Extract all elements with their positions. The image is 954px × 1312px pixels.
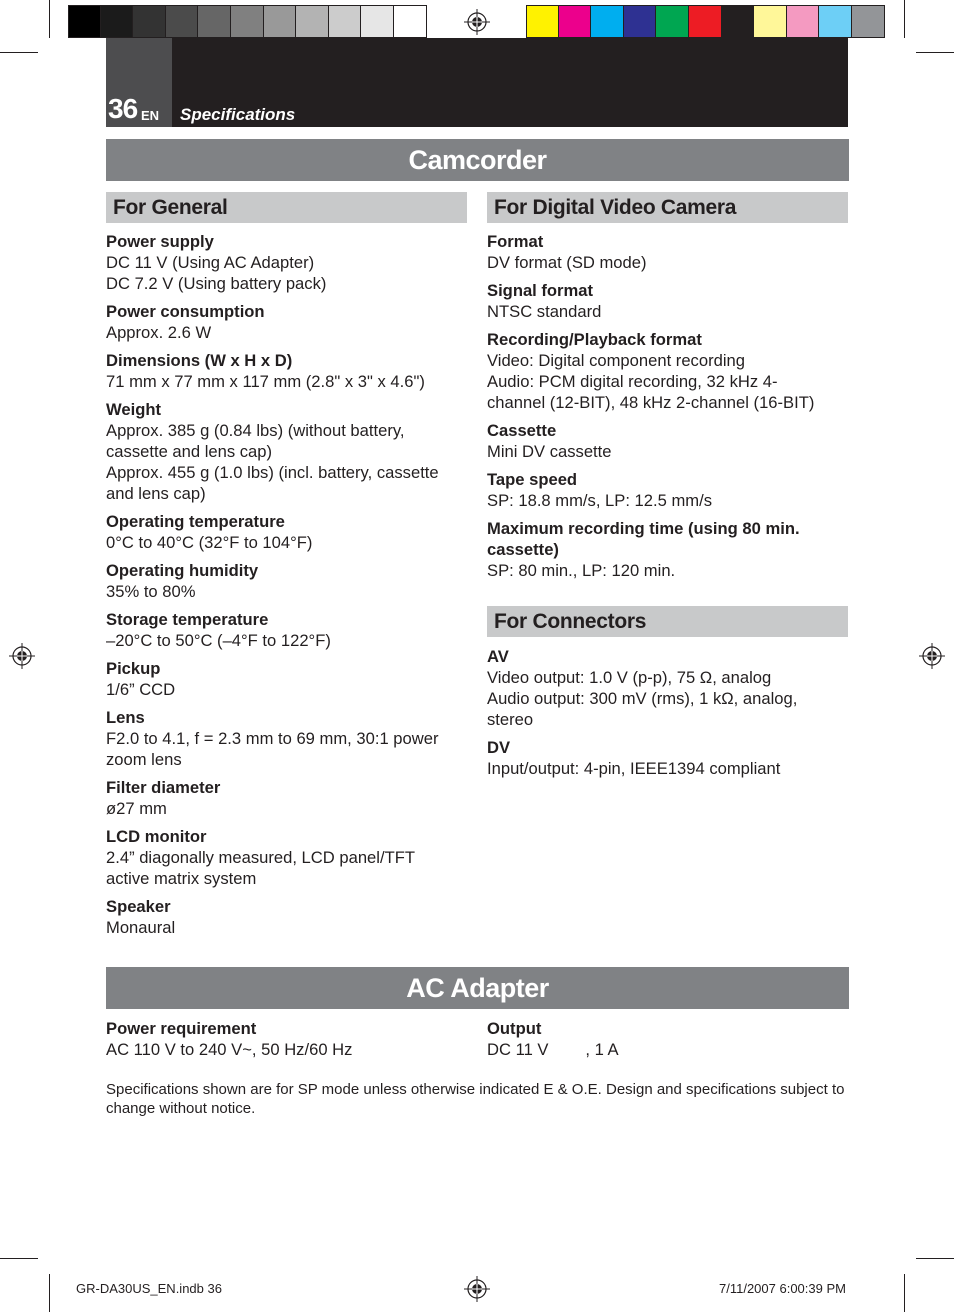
color-swatch xyxy=(68,5,101,38)
footer-file: GR-DA30US_EN.indb 36 xyxy=(76,1281,222,1296)
spec-label: DV xyxy=(487,738,511,757)
color-swatch xyxy=(722,5,755,38)
connector-specs xyxy=(487,646,852,786)
spec-label: Power consumption xyxy=(106,302,265,321)
spec-value: 71 mm x 77 mm x 117 mm (2.8" x 3" x 4.6") xyxy=(106,372,425,391)
ac-power-requirement xyxy=(106,1018,471,1060)
spec-label: Cassette xyxy=(487,421,557,440)
spec-label: Operating temperature xyxy=(106,512,285,531)
spec-item xyxy=(106,777,471,819)
color-swatch xyxy=(166,5,199,38)
grayscale-bar xyxy=(68,5,427,38)
spec-value: DC 11 V , 1 A xyxy=(487,1040,619,1059)
spec-value: 1/6” CCD xyxy=(106,680,176,699)
color-swatch xyxy=(526,5,559,38)
page-number: 36 xyxy=(108,93,138,124)
spec-item xyxy=(106,399,471,504)
registration-mark-icon xyxy=(919,643,945,669)
spec-label: LCD monitor xyxy=(106,827,207,846)
spec-value: 0°C to 40°C (32°F to 104°F) xyxy=(106,533,313,552)
color-swatch xyxy=(198,5,231,38)
spec-value: Video: Digital component recording Audio: PCM digital recording, 32 kHz 4- channel (12-BIT), 48 kHz 2-channel (16-BIT) xyxy=(487,351,815,412)
spec-item xyxy=(487,329,852,413)
dvc-specs xyxy=(487,231,852,588)
color-swatch xyxy=(559,5,592,38)
color-swatch xyxy=(231,5,264,38)
spec-label: Filter diameter xyxy=(106,778,221,797)
camcorder-heading: Camcorder xyxy=(106,139,849,181)
spec-item xyxy=(106,826,471,889)
spec-label: Tape speed xyxy=(487,470,578,489)
spec-label: Maximum recording time (using 80 min. cassette) xyxy=(487,519,800,559)
footer-timestamp: 7/11/2007 6:00:39 PM xyxy=(719,1281,846,1296)
color-swatch xyxy=(656,5,689,38)
spec-value: SP: 80 min., LP: 120 min. xyxy=(487,561,676,580)
spec-value: Approx. 385 g (0.84 lbs) (without battery, cassette and lens cap) Approx. 455 g (1.0 lbs) (incl. battery, cassette and lens cap) xyxy=(106,421,439,503)
spec-label: Output xyxy=(487,1019,542,1038)
spec-label: Weight xyxy=(106,400,161,419)
spec-item xyxy=(106,658,471,700)
spec-item xyxy=(487,737,852,779)
color-swatch xyxy=(394,5,427,38)
spec-label: Operating humidity xyxy=(106,561,259,580)
color-swatch xyxy=(852,5,885,38)
spec-value: 35% to 80% xyxy=(106,582,196,601)
color-swatch xyxy=(689,5,722,38)
section-title: Specifications xyxy=(180,105,296,124)
spec-label: Pickup xyxy=(106,659,161,678)
spec-label: Power supply xyxy=(106,232,214,251)
spec-value: DV format (SD mode) xyxy=(487,253,647,272)
color-swatch xyxy=(787,5,820,38)
process-color-bar xyxy=(526,5,885,38)
spec-item xyxy=(106,231,471,294)
spec-label: Speaker xyxy=(106,897,171,916)
registration-mark-icon xyxy=(464,9,490,35)
spec-item xyxy=(487,420,852,462)
general-specs xyxy=(106,231,471,945)
spec-value: NTSC standard xyxy=(487,302,602,321)
specifications-note: Specifications shown are for SP mode unless otherwise indicated E & O.E. Design and specifications subject to change without notice. xyxy=(106,1081,845,1117)
spec-label: Recording/Playback format xyxy=(487,330,702,349)
ac-adapter-heading: AC Adapter xyxy=(106,967,849,1009)
spec-item xyxy=(106,560,471,602)
color-swatch xyxy=(361,5,394,38)
spec-label: Power requirement xyxy=(106,1019,257,1038)
spec-label: Format xyxy=(487,232,544,251)
spec-value: –20°C to 50°C (–4°F to 122°F) xyxy=(106,631,331,650)
spec-label: Dimensions (W x H x D) xyxy=(106,351,293,370)
spec-value: Video output: 1.0 V (p-p), 75 Ω, analog Audio output: 300 mV (rms), 1 kΩ, analog, stereo xyxy=(487,668,798,729)
spec-item xyxy=(106,350,471,392)
spec-value: AC 110 V to 240 V~, 50 Hz/60 Hz xyxy=(106,1040,353,1059)
general-heading: For General xyxy=(106,192,467,223)
spec-value: Approx. 2.6 W xyxy=(106,323,212,342)
spec-item xyxy=(106,301,471,343)
color-swatch xyxy=(819,5,852,38)
spec-item xyxy=(487,469,852,511)
dvc-heading: For Digital Video Camera xyxy=(487,192,848,223)
spec-value: ø27 mm xyxy=(106,799,167,818)
spec-value: Input/output: 4-pin, IEEE1394 compliant xyxy=(487,759,781,778)
color-swatch xyxy=(754,5,787,38)
spec-item xyxy=(487,231,852,273)
spec-value: 2.4” diagonally measured, LCD panel/TFT active matrix system xyxy=(106,848,415,888)
color-swatch xyxy=(624,5,657,38)
color-swatch xyxy=(133,5,166,38)
spec-item xyxy=(487,518,852,581)
language-code: EN xyxy=(141,108,160,123)
spec-item xyxy=(106,707,471,770)
connectors-heading: For Connectors xyxy=(487,606,848,637)
spec-value: Monaural xyxy=(106,918,176,937)
spec-item xyxy=(487,280,852,322)
color-swatch xyxy=(329,5,362,38)
color-swatch xyxy=(101,5,134,38)
registration-mark-icon xyxy=(9,643,35,669)
spec-label: Lens xyxy=(106,708,145,727)
spec-value: DC 11 V (Using AC Adapter) DC 7.2 V (Using battery pack) xyxy=(106,253,327,293)
registration-mark-icon xyxy=(464,1276,490,1302)
spec-value: SP: 18.8 mm/s, LP: 12.5 mm/s xyxy=(487,491,713,510)
spec-label: Signal format xyxy=(487,281,594,300)
spec-value: Mini DV cassette xyxy=(487,442,612,461)
spec-label: AV xyxy=(487,647,509,666)
color-swatch xyxy=(264,5,297,38)
spec-label: Storage temperature xyxy=(106,610,269,629)
spec-item xyxy=(106,609,471,651)
spec-item xyxy=(106,896,471,938)
color-swatch xyxy=(591,5,624,38)
ac-output xyxy=(487,1018,852,1060)
spec-item xyxy=(106,511,471,553)
color-swatch xyxy=(296,5,329,38)
spec-value: F2.0 to 4.1, f = 2.3 mm to 69 mm, 30:1 power zoom lens xyxy=(106,729,439,769)
spec-item xyxy=(487,646,852,730)
